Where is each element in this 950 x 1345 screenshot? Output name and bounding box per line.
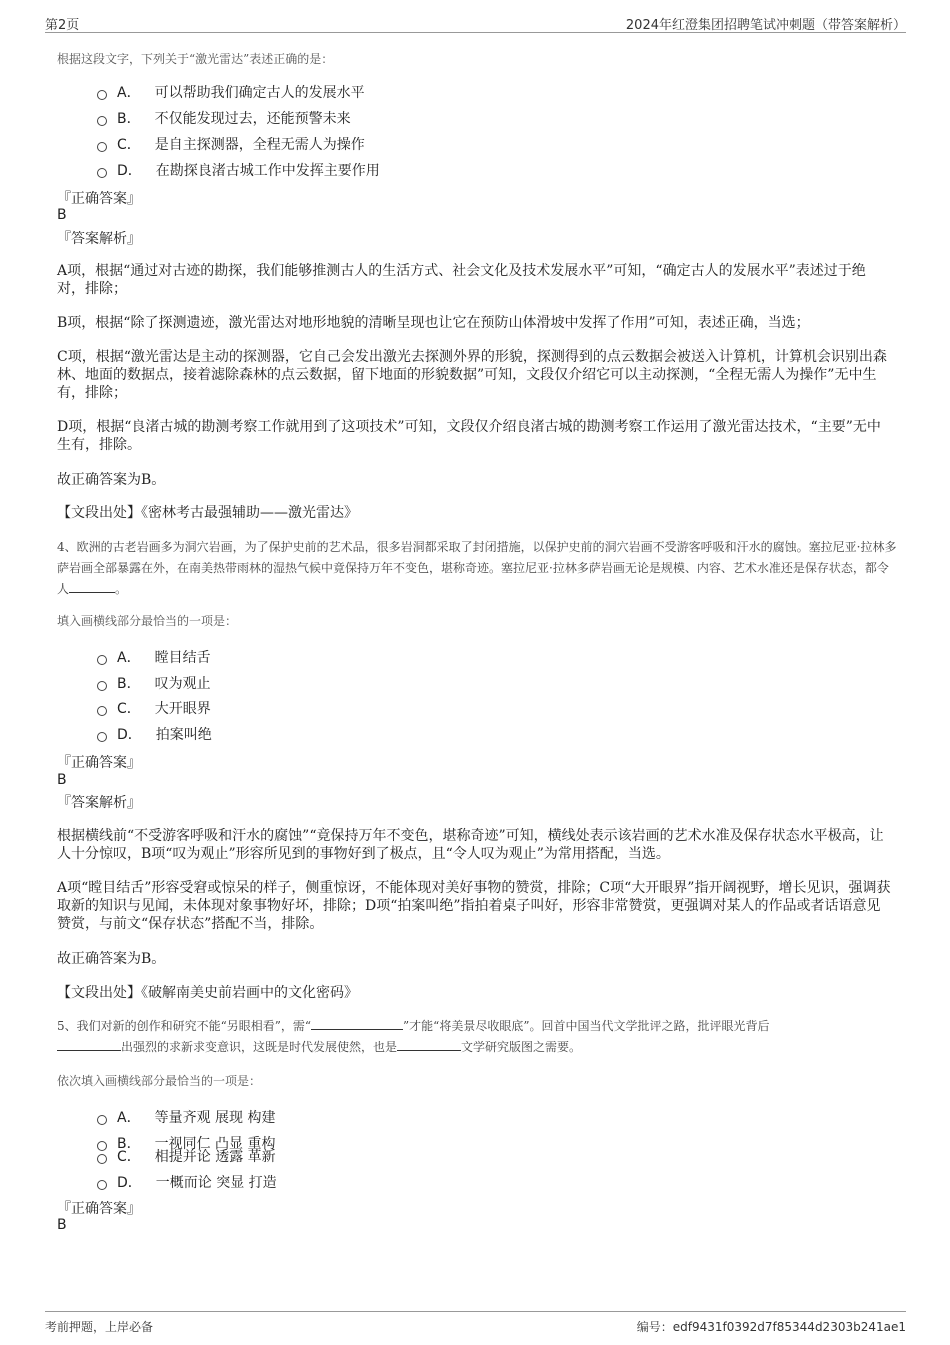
radio-button[interactable] (97, 1115, 107, 1125)
option-c[interactable] (97, 698, 211, 718)
option-text: 等量齐观 展现 构建 (154, 1110, 276, 1126)
option-text: 叹为观止 (154, 676, 211, 692)
correct-answer: B (57, 772, 67, 788)
conclusion: 故正确答案为B。 (57, 472, 166, 488)
radio-button[interactable] (97, 706, 107, 716)
correct-answer-label: 『正确答案』 (57, 1201, 141, 1217)
radio-button[interactable] (97, 732, 107, 742)
radio-button[interactable] (97, 681, 107, 691)
document-id: 编号：edf9431f0392d7f85344d2303b241ae1 (636, 1320, 906, 1334)
question-text-part: ”才能“将美景尽收眼底”。回首中国当代文学批评之路，批评眼光背后 (403, 1019, 770, 1033)
option-text: 拍案叫绝 (155, 727, 212, 743)
footer-slogan: 考前押题，上岸必备 (45, 1320, 154, 1334)
option-a[interactable] (97, 1107, 275, 1127)
option-letter: B． (117, 111, 141, 127)
source-citation: 【文段出处】《密林考古最强辅助——激光雷达》 (57, 505, 358, 521)
option-letter: D． (117, 163, 142, 179)
option-c[interactable] (97, 1146, 276, 1166)
question-text (57, 537, 897, 600)
analysis-paragraph: 根据横线前“不受游客呼吸和汗水的腐蚀”“竟保持万年不变色，堪称奇迹”可知，横线处表示该岩画的艺术水准及保存状态水平极高，让人十分惊叹，B项“叹为观止”形容所见到的事物好到了极点，且“令人叹为观止”为常用搭配，当选。 (57, 828, 884, 862)
question-text-part: 。 (115, 582, 128, 596)
option-text: 是自主探测器，全程无需人为操作 (154, 137, 365, 153)
option-text: 不仅能发现过去，还能预警未来 (154, 111, 351, 127)
question-prompt: 依次填入画横线部分最恰当的一项是： (57, 1074, 262, 1088)
question-text-part: 5、我们对新的创作和研究不能“另眼相看”，需“ (57, 1019, 312, 1033)
option-text: 一概而论 突显 打造 (155, 1175, 277, 1191)
option-b[interactable] (97, 673, 211, 693)
question-prompt: 填入画横线部分最恰当的一项是： (57, 614, 238, 628)
option-text: 在勘探良渚古城工作中发挥主要作用 (155, 163, 380, 179)
question-text-part: 文学研究版图之需要。 (461, 1040, 582, 1054)
question-text (57, 1016, 897, 1058)
correct-answer: B (57, 1217, 67, 1233)
analysis-paragraph: D项，根据“良渚古城的勘测考察工作就用到了这项技术”可知，文段仅介绍良渚古城的勘测考察工作运用了激光雷达技术，“主要”无中生有，排除。 (57, 419, 881, 453)
radio-button[interactable] (97, 168, 107, 178)
source-citation: 【文段出处】《破解南美史前岩画中的文化密码》 (57, 985, 358, 1001)
option-text: 可以帮助我们确定古人的发展水平 (154, 85, 365, 101)
radio-button[interactable] (97, 116, 107, 126)
radio-button[interactable] (97, 655, 107, 665)
page-footer (45, 1311, 906, 1338)
option-letter: C． (117, 1149, 141, 1165)
option-letter: C． (117, 137, 141, 153)
question-text-part: 出强烈的求新求变意识，这既是时代发展使然，也是 (121, 1040, 398, 1054)
fill-in-blank (57, 1038, 121, 1051)
option-d[interactable] (97, 724, 212, 744)
radio-button[interactable] (97, 90, 107, 100)
option-letter: A． (117, 1110, 141, 1126)
option-letter: D． (117, 1175, 142, 1191)
analysis-paragraph: A项“瞠目结舌”形容受窘或惊呆的样子，侧重惊讶，不能体现对美好事物的赞赏，排除；C项“大开眼界”指开阔视野，增长见识，强调获取新的知识与见闻，未体现对象事物好坏，排除；D项“拍案叫绝”指拍着桌子叫好，形容非常赞赏，更强调对某人的作品或者话语意见赞赏，与前文“保存状态”搭配不当，排除。 (57, 880, 891, 932)
page-header (45, 10, 906, 33)
conclusion: 故正确答案为B。 (57, 951, 166, 967)
fill-in-blank (69, 580, 115, 593)
radio-button[interactable] (97, 1154, 107, 1164)
option-letter: D． (117, 727, 142, 743)
option-letter: B． (117, 1136, 141, 1152)
analysis-paragraph: C项，根据“激光雷达是主动的探测器，它自己会发出激光去探测外界的形貌，探测得到的点云数据会被送入计算机，计算机会识别出森林、地面的数据点，接着滤除森林的点云数据，留下地面的形貌数据”可知，文段仅介绍它可以主动探测，“全程无需人为操作”无中生有，排除； (57, 349, 887, 401)
question-prompt: 根据这段文字，下列关于“激光雷达”表述正确的是： (57, 52, 334, 66)
analysis-paragraph: A项，根据“通过对古迹的勘探，我们能够推测古人的生活方式、社会文化及技术发展水平”可知，“确定古人的发展水平”表述过于绝对，排除； (57, 263, 866, 297)
option-text: 大开眼界 (154, 701, 211, 717)
option-text: 瞠目结舌 (154, 650, 211, 666)
correct-answer: B (57, 207, 67, 223)
analysis-paragraph: B项，根据“除了探测遗迹，激光雷达对地形地貌的清晰呈现也让它在预防山体滑坡中发挥了作用”可知，表述正确，当选； (57, 315, 810, 331)
option-letter: C． (117, 701, 141, 717)
question-text-part: 4、欧洲的古老岩画多为洞穴岩画，为了保护史前的艺术品，很多岩洞都采取了封闭措施，以保护史前的洞穴岩画不受游客呼吸和汗水的腐蚀。塞拉尼亚·拉林多萨岩画全部暴露在外，在南美热带雨林的湿热气候中竟保持万年不变色，堪称奇迹。塞拉尼亚·拉林多萨岩画无论是规模、内容、艺术水准还是保存状态，都令人 (57, 540, 897, 596)
option-d[interactable] (97, 1172, 277, 1192)
analysis-label: 『答案解析』 (57, 231, 141, 247)
fill-in-blank (311, 1017, 403, 1030)
radio-button[interactable] (97, 142, 107, 152)
radio-button[interactable] (97, 1180, 107, 1190)
option-text: 相提并论 透露 革新 (154, 1149, 276, 1165)
correct-answer-label: 『正确答案』 (57, 755, 141, 771)
option-letter: A． (117, 650, 141, 666)
option-a[interactable] (97, 647, 211, 667)
option-d[interactable] (97, 160, 380, 180)
document-title: 2024年红澄集团招聘笔试冲刺题（带答案解析） (625, 18, 906, 33)
option-letter: B． (117, 676, 141, 692)
fill-in-blank (397, 1038, 461, 1051)
correct-answer-label: 『正确答案』 (57, 191, 141, 207)
option-a[interactable] (97, 82, 365, 102)
option-c[interactable] (97, 134, 365, 154)
option-text: 一视同仁 凸显 重构 (154, 1136, 276, 1152)
analysis-label: 『答案解析』 (57, 795, 141, 811)
page-number: 第2页 (45, 18, 80, 33)
option-b[interactable] (97, 108, 351, 128)
option-letter: A． (117, 85, 141, 101)
